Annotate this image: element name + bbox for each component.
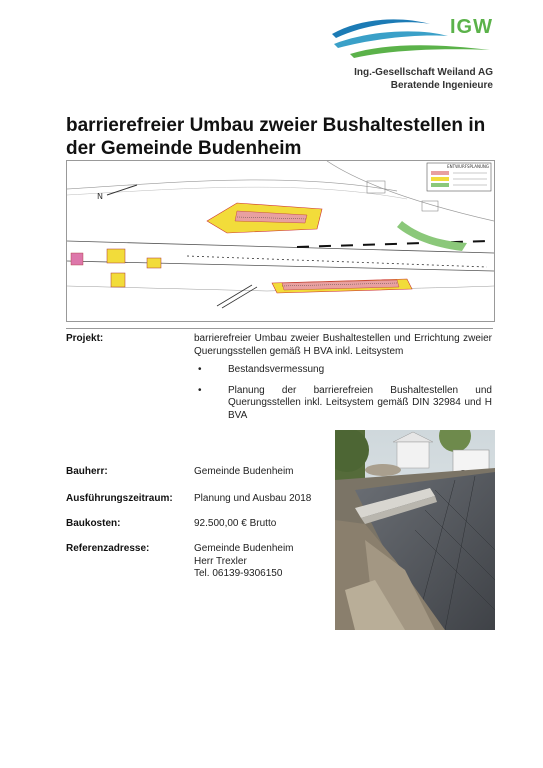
construction-site-photo-icon bbox=[335, 430, 495, 630]
reference-line: Gemeinde Budenheim bbox=[194, 543, 294, 554]
reference-line: Herr Trexler bbox=[194, 555, 247, 567]
client-label: Bauherr: bbox=[66, 466, 108, 477]
period-label: Ausführungszeitraum: bbox=[66, 493, 173, 504]
company-tagline: Beratende Ingenieure bbox=[390, 80, 493, 91]
site-plan-icon bbox=[67, 161, 494, 321]
site-plan-drawing bbox=[66, 160, 495, 322]
period-value: Planung und Ausbau 2018 bbox=[194, 493, 312, 504]
svg-text:N: N bbox=[97, 192, 103, 201]
client-value: Gemeinde Budenheim bbox=[194, 466, 294, 477]
logo-text: IGW bbox=[450, 16, 493, 38]
cost-label: Baukosten: bbox=[66, 518, 121, 529]
reference-label: Referenzadresse: bbox=[66, 543, 150, 554]
reference-phone: Tel. 06139-9306150 bbox=[194, 568, 283, 579]
company-block bbox=[354, 66, 493, 92]
igw-logo bbox=[330, 14, 495, 60]
plan-stamp: ENTWURFSPLANUNG bbox=[447, 164, 489, 169]
bullet-icon: • bbox=[198, 364, 202, 375]
company-name: Ing.-Gesellschaft Weiland AG bbox=[354, 67, 493, 78]
project-description: barrierefreier Umbau zweier Bushaltestellen und Errichtung zweier Querungsstellen gemäß H BVA inkl. Leitsystem bbox=[194, 333, 492, 357]
list-item bbox=[194, 385, 492, 423]
bullet-text: Bestandsvermessung bbox=[228, 364, 325, 375]
construction-photo bbox=[335, 430, 495, 630]
divider-top bbox=[66, 328, 493, 329]
page-title: barrierefreier Umbau zweier Bushaltestellen in der Gemeinde Budenheim bbox=[66, 115, 486, 159]
reference-address bbox=[194, 543, 294, 581]
cost-value: 92.500,00 € Brutto bbox=[194, 518, 277, 529]
bullet-text: Planung der barrierefreien Bushaltestellen und Querungsstellen inkl. Leitsystem gemäß DIN 32984 und H BVA bbox=[228, 384, 492, 421]
project-bullet-list bbox=[194, 364, 492, 430]
list-item bbox=[194, 364, 492, 377]
bullet-icon: • bbox=[198, 384, 202, 396]
project-label: Projekt: bbox=[66, 333, 104, 344]
